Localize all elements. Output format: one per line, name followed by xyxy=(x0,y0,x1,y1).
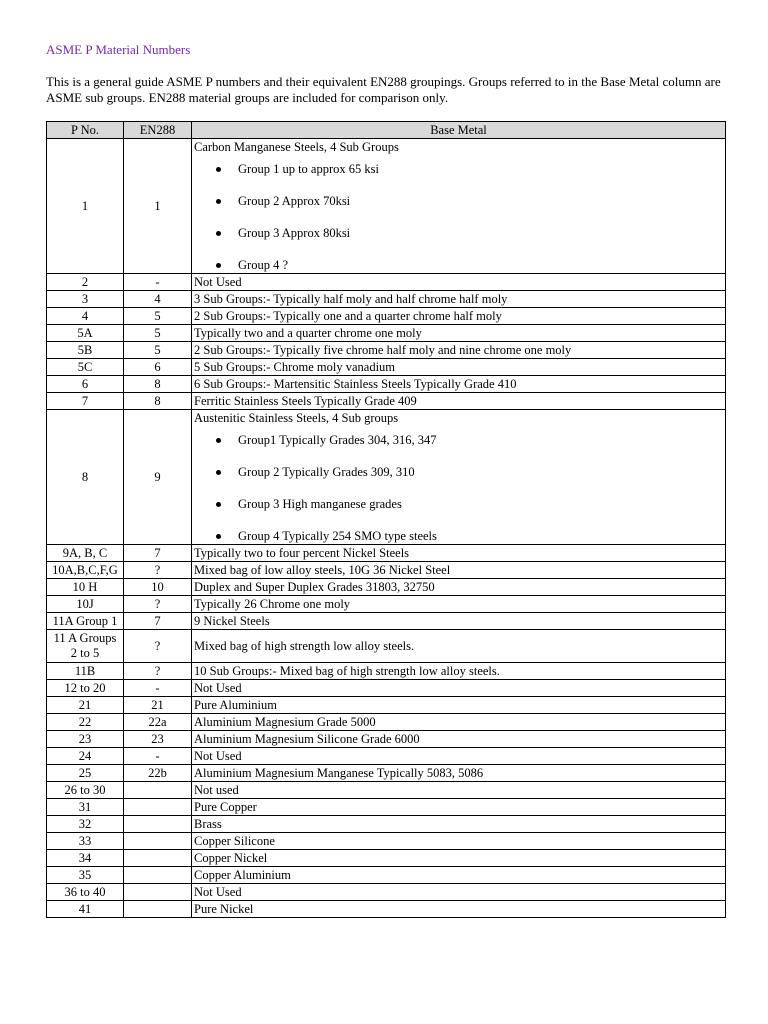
table-row xyxy=(47,274,726,291)
en288-cell xyxy=(124,816,192,833)
en288-cell: 9 xyxy=(124,410,192,545)
p-number-cell: 32 xyxy=(47,816,124,833)
sub-group-label: Group 4 Typically 254 SMO type steels xyxy=(238,529,437,543)
base-metal-cell: Not Used xyxy=(192,748,726,765)
table-row xyxy=(47,139,726,274)
table-row xyxy=(47,663,726,680)
bullet-icon xyxy=(216,534,221,539)
p-number-cell: 2 xyxy=(47,274,124,291)
base-metal-cell: Aluminium Magnesium Grade 5000 xyxy=(192,714,726,731)
p-number-cell: 11 A Groups 2 to 5 xyxy=(47,630,124,663)
p-number-cell: 8 xyxy=(47,410,124,545)
table-row xyxy=(47,680,726,697)
p-number-cell: 31 xyxy=(47,799,124,816)
base-metal-cell: 3 Sub Groups:- Typically half moly and half chrome half moly xyxy=(192,291,726,308)
base-metal-cell: Aluminium Magnesium Manganese Typically 5083, 5086 xyxy=(192,765,726,782)
p-number-cell: 10 H xyxy=(47,579,124,596)
en288-cell: 5 xyxy=(124,342,192,359)
sub-group-label: Group 3 Approx 80ksi xyxy=(238,226,351,240)
base-metal-heading: Carbon Manganese Steels, 4 Sub Groups xyxy=(194,140,399,154)
p-number-cell: 7 xyxy=(47,393,124,410)
sub-group-label: Group 1 up to approx 65 ksi xyxy=(238,162,379,176)
intro-paragraph: This is a general guide ASME P numbers and their equivalent EN288 groupings. Groups referred to in the Base Metal column are ASME sub groups. EN288 material groups are included for comparison only. xyxy=(46,74,721,105)
table-row xyxy=(47,714,726,731)
p-number-cell: 6 xyxy=(47,376,124,393)
table-row xyxy=(47,901,726,918)
table-row xyxy=(47,697,726,714)
base-metal-cell: Aluminium Magnesium Silicone Grade 6000 xyxy=(192,731,726,748)
table-row xyxy=(47,342,726,359)
base-metal-cell: Brass xyxy=(192,816,726,833)
table-row xyxy=(47,867,726,884)
sub-group-label: Group 3 High manganese grades xyxy=(238,497,402,511)
base-metal-cell: Pure Aluminium xyxy=(192,697,726,714)
sub-group-item xyxy=(194,528,723,544)
bullet-icon xyxy=(216,167,221,172)
p-number-cell: 41 xyxy=(47,901,124,918)
bullet-icon xyxy=(216,470,221,475)
base-metal-heading: Austenitic Stainless Steels, 4 Sub groups xyxy=(194,411,399,425)
table-row xyxy=(47,884,726,901)
en288-cell: 7 xyxy=(124,613,192,630)
en288-cell xyxy=(124,799,192,816)
table-row xyxy=(47,410,726,545)
base-metal-cell: 10 Sub Groups:- Mixed bag of high strength low alloy steels. xyxy=(192,663,726,680)
en288-cell: 8 xyxy=(124,376,192,393)
p-number-cell: 1 xyxy=(47,139,124,274)
sub-group-item xyxy=(194,161,723,177)
sub-group-item xyxy=(194,496,723,512)
en288-cell: 23 xyxy=(124,731,192,748)
sub-group-label: Group 2 Approx 70ksi xyxy=(238,194,351,208)
table-row xyxy=(47,782,726,799)
p-number-cell: 12 to 20 xyxy=(47,680,124,697)
sub-group-list xyxy=(194,161,723,273)
p-number-cell: 22 xyxy=(47,714,124,731)
en288-cell: - xyxy=(124,748,192,765)
en288-cell: ? xyxy=(124,630,192,663)
bullet-icon xyxy=(216,199,221,204)
base-metal-cell: Pure Copper xyxy=(192,799,726,816)
column-header-base-metal: Base Metal xyxy=(192,122,726,139)
en288-cell xyxy=(124,901,192,918)
table-row xyxy=(47,291,726,308)
page-title: ASME P Material Numbers xyxy=(46,42,191,57)
base-metal-cell: 6 Sub Groups:- Martensitic Stainless Steels Typically Grade 410 xyxy=(192,376,726,393)
sub-group-item xyxy=(194,193,723,209)
base-metal-cell: Ferritic Stainless Steels Typically Grade 409 xyxy=(192,393,726,410)
p-number-cell: 33 xyxy=(47,833,124,850)
en288-cell: 10 xyxy=(124,579,192,596)
p-number-cell: 5C xyxy=(47,359,124,376)
sub-group-item xyxy=(194,257,723,273)
p-number-table xyxy=(46,121,726,918)
base-metal-cell: Not Used xyxy=(192,680,726,697)
bullet-icon xyxy=(216,231,221,236)
en288-cell: - xyxy=(124,274,192,291)
table-row xyxy=(47,579,726,596)
p-number-cell: 21 xyxy=(47,697,124,714)
base-metal-cell xyxy=(192,410,726,545)
en288-cell: ? xyxy=(124,562,192,579)
table-row xyxy=(47,731,726,748)
table-row xyxy=(47,833,726,850)
base-metal-cell: 5 Sub Groups:- Chrome moly vanadium xyxy=(192,359,726,376)
base-metal-cell: Copper Nickel xyxy=(192,850,726,867)
base-metal-cell: Not Used xyxy=(192,884,726,901)
table-row xyxy=(47,376,726,393)
en288-cell: 4 xyxy=(124,291,192,308)
sub-group-label: Group 2 Typically Grades 309, 310 xyxy=(238,465,415,479)
base-metal-cell: Typically 26 Chrome one moly xyxy=(192,596,726,613)
base-metal-cell: Typically two and a quarter chrome one moly xyxy=(192,325,726,342)
bullet-icon xyxy=(216,263,221,268)
p-number-cell: 26 to 30 xyxy=(47,782,124,799)
en288-cell: 5 xyxy=(124,308,192,325)
en288-cell xyxy=(124,867,192,884)
table-row xyxy=(47,630,726,663)
sub-group-item xyxy=(194,464,723,480)
table-row xyxy=(47,359,726,376)
p-number-cell: 10J xyxy=(47,596,124,613)
p-number-cell: 36 to 40 xyxy=(47,884,124,901)
en288-cell: 8 xyxy=(124,393,192,410)
en288-cell: 1 xyxy=(124,139,192,274)
base-metal-cell: Mixed bag of low alloy steels, 10G 36 Nickel Steel xyxy=(192,562,726,579)
base-metal-cell: 2 Sub Groups:- Typically five chrome half moly and nine chrome one moly xyxy=(192,342,726,359)
base-metal-cell: Mixed bag of high strength low alloy steels. xyxy=(192,630,726,663)
table-row xyxy=(47,545,726,562)
sub-group-item xyxy=(194,225,723,241)
p-number-cell: 5A xyxy=(47,325,124,342)
base-metal-cell: Typically two to four percent Nickel Steels xyxy=(192,545,726,562)
bullet-icon xyxy=(216,502,221,507)
table-header-row xyxy=(47,122,726,139)
p-number-cell: 11B xyxy=(47,663,124,680)
base-metal-cell xyxy=(192,139,726,274)
base-metal-cell: Copper Silicone xyxy=(192,833,726,850)
en288-cell: 22b xyxy=(124,765,192,782)
base-metal-cell: Not used xyxy=(192,782,726,799)
table-row xyxy=(47,613,726,630)
sub-group-item xyxy=(194,432,723,448)
table-row xyxy=(47,850,726,867)
sub-group-label: Group1 Typically Grades 304, 316, 347 xyxy=(238,433,437,447)
en288-cell: - xyxy=(124,680,192,697)
table-row xyxy=(47,816,726,833)
table-body xyxy=(47,139,726,918)
table-row xyxy=(47,765,726,782)
base-metal-cell: Pure Nickel xyxy=(192,901,726,918)
p-number-cell: 23 xyxy=(47,731,124,748)
en288-cell xyxy=(124,884,192,901)
p-number-cell: 5B xyxy=(47,342,124,359)
en288-cell xyxy=(124,833,192,850)
p-number-cell: 9A, B, C xyxy=(47,545,124,562)
en288-cell: 22a xyxy=(124,714,192,731)
en288-cell: ? xyxy=(124,596,192,613)
p-number-cell: 35 xyxy=(47,867,124,884)
base-metal-cell: Copper Aluminium xyxy=(192,867,726,884)
sub-group-label: Group 4 ? xyxy=(238,258,288,272)
table-row xyxy=(47,308,726,325)
table-row xyxy=(47,325,726,342)
en288-cell xyxy=(124,850,192,867)
base-metal-cell: Duplex and Super Duplex Grades 31803, 32750 xyxy=(192,579,726,596)
p-number-cell: 10A,B,C,F,G xyxy=(47,562,124,579)
p-number-cell: 24 xyxy=(47,748,124,765)
en288-cell: 21 xyxy=(124,697,192,714)
en288-cell: ? xyxy=(124,663,192,680)
table-row xyxy=(47,748,726,765)
bullet-icon xyxy=(216,438,221,443)
table-row xyxy=(47,799,726,816)
column-header-en288: EN288 xyxy=(124,122,192,139)
base-metal-cell: 9 Nickel Steels xyxy=(192,613,726,630)
p-number-cell: 11A Group 1 xyxy=(47,613,124,630)
en288-cell: 7 xyxy=(124,545,192,562)
p-number-cell: 3 xyxy=(47,291,124,308)
en288-cell: 5 xyxy=(124,325,192,342)
table-row xyxy=(47,393,726,410)
column-header-pno: P No. xyxy=(47,122,124,139)
p-number-cell: 25 xyxy=(47,765,124,782)
en288-cell xyxy=(124,782,192,799)
table-row xyxy=(47,562,726,579)
en288-cell: 6 xyxy=(124,359,192,376)
p-number-cell: 4 xyxy=(47,308,124,325)
p-number-cell: 34 xyxy=(47,850,124,867)
table-row xyxy=(47,596,726,613)
base-metal-cell: Not Used xyxy=(192,274,726,291)
sub-group-list xyxy=(194,432,723,544)
base-metal-cell: 2 Sub Groups:- Typically one and a quarter chrome half moly xyxy=(192,308,726,325)
